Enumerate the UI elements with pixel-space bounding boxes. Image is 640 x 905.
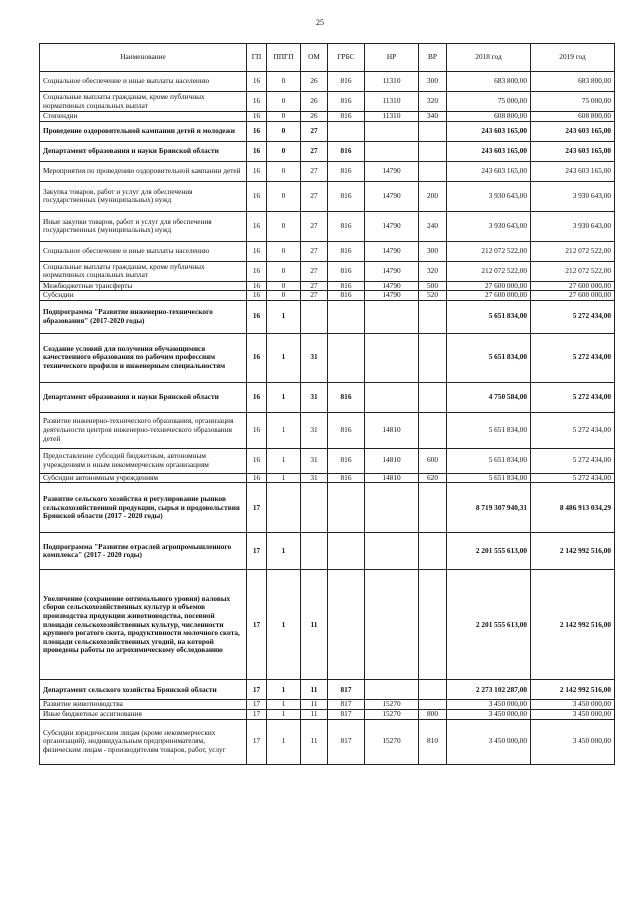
- cell-vr: 320: [419, 92, 447, 112]
- cell-vr: [419, 300, 447, 333]
- table-row: [40, 181, 615, 211]
- cell-nr: 14810: [365, 448, 419, 473]
- cell-y2019: 3 930 643,00: [531, 211, 615, 241]
- cell-om: [301, 300, 328, 333]
- cell-nr: 11310: [365, 72, 419, 92]
- cell-nr: [365, 121, 419, 141]
- cell-name: Стипендии: [40, 112, 247, 122]
- cell-vr: [419, 141, 447, 161]
- cell-vr: 500: [419, 281, 447, 291]
- cell-ppgp: 1: [267, 300, 301, 333]
- cell-om: 31: [301, 448, 328, 473]
- cell-nr: 14790: [365, 261, 419, 281]
- cell-ppgp: 0: [267, 121, 301, 141]
- cell-ppgp: 0: [267, 281, 301, 291]
- cell-om: 27: [301, 261, 328, 281]
- cell-y2019: 5 272 434,00: [531, 300, 615, 333]
- table-row: [40, 473, 615, 483]
- cell-ppgp: [267, 483, 301, 533]
- cell-om: 27: [301, 181, 328, 211]
- cell-nr: 14790: [365, 291, 419, 301]
- cell-y2018: 4 750 584,00: [447, 382, 531, 412]
- cell-ppgp: 1: [267, 700, 301, 710]
- cell-gp: 17: [247, 533, 267, 570]
- table-body: [40, 72, 615, 765]
- cell-grbs: 816: [328, 382, 365, 412]
- cell-om: 31: [301, 382, 328, 412]
- cell-om: 26: [301, 72, 328, 92]
- cell-y2019: 5 272 434,00: [531, 412, 615, 448]
- header-ppgp: ППГП: [267, 44, 301, 72]
- cell-ppgp: 0: [267, 161, 301, 181]
- cell-grbs: 816: [328, 72, 365, 92]
- cell-name: Социальные выплаты гражданам, кроме публичных нормативных социальных выплат: [40, 92, 247, 112]
- cell-grbs: 816: [328, 112, 365, 122]
- cell-gp: 16: [247, 72, 267, 92]
- table-row: [40, 141, 615, 161]
- cell-vr: 340: [419, 112, 447, 122]
- cell-grbs: 816: [328, 281, 365, 291]
- cell-y2018: 2 201 555 613,00: [447, 533, 531, 570]
- cell-name: Социальные выплаты гражданам, кроме публичных нормативных социальных выплат: [40, 261, 247, 281]
- cell-name: Иные закупки товаров, работ и услуг для обеспечения государственных (муниципальных) нужд: [40, 211, 247, 241]
- table-row: [40, 533, 615, 570]
- cell-om: 31: [301, 412, 328, 448]
- cell-grbs: 816: [328, 181, 365, 211]
- cell-nr: [365, 300, 419, 333]
- cell-ppgp: 0: [267, 261, 301, 281]
- table-row: [40, 412, 615, 448]
- cell-y2018: 212 072 522,00: [447, 261, 531, 281]
- cell-y2018: 243 603 165,00: [447, 141, 531, 161]
- header-row: [40, 44, 615, 72]
- cell-y2018: 5 651 834,00: [447, 448, 531, 473]
- cell-y2019: 243 603 165,00: [531, 141, 615, 161]
- table-row: [40, 483, 615, 533]
- cell-vr: [419, 161, 447, 181]
- header-2019: 2019 год: [531, 44, 615, 72]
- cell-nr: [365, 483, 419, 533]
- cell-vr: 240: [419, 211, 447, 241]
- cell-y2018: 5 651 834,00: [447, 412, 531, 448]
- cell-ppgp: 0: [267, 181, 301, 211]
- table-row: [40, 300, 615, 333]
- cell-name: Межбюджетные трансферты: [40, 281, 247, 291]
- table-row: [40, 719, 615, 764]
- cell-grbs: [328, 333, 365, 382]
- cell-name: Развитие инженерно-технического образования, организация деятельности центров инженерно-технического образования детей: [40, 412, 247, 448]
- cell-om: 26: [301, 112, 328, 122]
- cell-nr: 14790: [365, 281, 419, 291]
- cell-y2018: 5 651 834,00: [447, 300, 531, 333]
- header-gp: ГП: [247, 44, 267, 72]
- cell-vr: [419, 382, 447, 412]
- cell-gp: 16: [247, 281, 267, 291]
- cell-ppgp: 0: [267, 291, 301, 301]
- cell-om: 27: [301, 161, 328, 181]
- cell-nr: [365, 382, 419, 412]
- cell-name: Проведение оздоровительной кампании детей и молодежи: [40, 121, 247, 141]
- cell-grbs: [328, 533, 365, 570]
- cell-nr: [365, 680, 419, 700]
- cell-ppgp: 1: [267, 333, 301, 382]
- cell-gp: 16: [247, 291, 267, 301]
- cell-vr: 320: [419, 261, 447, 281]
- cell-om: 27: [301, 291, 328, 301]
- cell-y2019: 3 450 000,00: [531, 700, 615, 710]
- cell-vr: [419, 333, 447, 382]
- cell-ppgp: 0: [267, 92, 301, 112]
- cell-ppgp: 0: [267, 72, 301, 92]
- cell-gp: 16: [247, 112, 267, 122]
- cell-y2018: 27 600 000,00: [447, 291, 531, 301]
- cell-ppgp: 1: [267, 533, 301, 570]
- header-om: ОМ: [301, 44, 328, 72]
- cell-y2018: 3 930 643,00: [447, 181, 531, 211]
- cell-vr: 300: [419, 72, 447, 92]
- cell-grbs: 816: [328, 241, 365, 261]
- cell-y2018: 8 719 307 940,31: [447, 483, 531, 533]
- cell-name: Иные бюджетные ассигнования: [40, 709, 247, 719]
- cell-gp: 16: [247, 333, 267, 382]
- cell-y2019: 683 800,00: [531, 72, 615, 92]
- cell-y2018: 3 930 643,00: [447, 211, 531, 241]
- cell-om: 31: [301, 473, 328, 483]
- cell-gp: 17: [247, 700, 267, 710]
- cell-grbs: 816: [328, 291, 365, 301]
- cell-vr: [419, 412, 447, 448]
- cell-nr: [365, 570, 419, 680]
- cell-nr: 14790: [365, 241, 419, 261]
- cell-y2018: 75 000,00: [447, 92, 531, 112]
- cell-y2019: 212 072 522,00: [531, 241, 615, 261]
- cell-vr: 810: [419, 719, 447, 764]
- cell-y2018: 2 273 102 287,00: [447, 680, 531, 700]
- cell-vr: [419, 533, 447, 570]
- cell-y2019: 8 486 913 034,29: [531, 483, 615, 533]
- cell-y2019: 27 600 000,00: [531, 281, 615, 291]
- cell-om: 11: [301, 719, 328, 764]
- cell-vr: [419, 121, 447, 141]
- cell-om: 27: [301, 241, 328, 261]
- cell-y2018: 3 450 000,00: [447, 719, 531, 764]
- cell-nr: [365, 333, 419, 382]
- cell-vr: [419, 680, 447, 700]
- cell-y2018: 5 651 834,00: [447, 473, 531, 483]
- cell-gp: 17: [247, 680, 267, 700]
- cell-ppgp: 0: [267, 211, 301, 241]
- cell-om: 27: [301, 141, 328, 161]
- cell-y2018: 5 651 834,00: [447, 333, 531, 382]
- cell-vr: 800: [419, 709, 447, 719]
- cell-om: [301, 483, 328, 533]
- cell-nr: 14790: [365, 211, 419, 241]
- cell-vr: [419, 483, 447, 533]
- cell-y2018: 683 800,00: [447, 72, 531, 92]
- cell-ppgp: 1: [267, 382, 301, 412]
- cell-y2019: 608 800,00: [531, 112, 615, 122]
- cell-grbs: 817: [328, 709, 365, 719]
- cell-om: 31: [301, 333, 328, 382]
- cell-gp: 16: [247, 141, 267, 161]
- cell-nr: [365, 141, 419, 161]
- cell-grbs: 816: [328, 412, 365, 448]
- cell-ppgp: 1: [267, 448, 301, 473]
- cell-name: Развитие животноводства: [40, 700, 247, 710]
- cell-grbs: 817: [328, 680, 365, 700]
- table-row: [40, 680, 615, 700]
- cell-ppgp: 0: [267, 141, 301, 161]
- cell-nr: 14790: [365, 181, 419, 211]
- table-row: [40, 121, 615, 141]
- cell-y2018: 2 201 555 613,00: [447, 570, 531, 680]
- cell-name: Мероприятия по проведению оздоровительной кампании детей: [40, 161, 247, 181]
- cell-vr: 620: [419, 473, 447, 483]
- cell-name: Социальное обеспечение и иные выплаты населению: [40, 72, 247, 92]
- table-row: [40, 709, 615, 719]
- cell-name: Закупка товаров, работ и услуг для обеспечения государственных (муниципальных) нужд: [40, 181, 247, 211]
- cell-gp: 16: [247, 121, 267, 141]
- cell-gp: 16: [247, 181, 267, 211]
- cell-y2019: 5 272 434,00: [531, 382, 615, 412]
- cell-om: 27: [301, 281, 328, 291]
- cell-gp: 16: [247, 412, 267, 448]
- table-row: [40, 333, 615, 382]
- cell-ppgp: 1: [267, 412, 301, 448]
- cell-nr: 15270: [365, 709, 419, 719]
- cell-y2019: 212 072 522,00: [531, 261, 615, 281]
- cell-nr: 15270: [365, 700, 419, 710]
- table-row: [40, 382, 615, 412]
- cell-y2019: 2 142 992 516,00: [531, 533, 615, 570]
- cell-name: Подпрограмма "Развитие инженерно-технического образования" (2017-2020 годы): [40, 300, 247, 333]
- cell-gp: 17: [247, 719, 267, 764]
- page-number: 25: [316, 18, 324, 27]
- cell-name: Департамент образования и науки Брянской области: [40, 141, 247, 161]
- cell-name: Субсидии: [40, 291, 247, 301]
- cell-ppgp: 1: [267, 709, 301, 719]
- cell-grbs: 817: [328, 719, 365, 764]
- cell-ppgp: 0: [267, 241, 301, 261]
- cell-nr: 15270: [365, 719, 419, 764]
- cell-grbs: [328, 570, 365, 680]
- cell-name: Субсидии автономным учреждениям: [40, 473, 247, 483]
- cell-y2018: 608 800,00: [447, 112, 531, 122]
- cell-gp: 16: [247, 211, 267, 241]
- cell-om: 27: [301, 211, 328, 241]
- cell-name: Департамент образования и науки Брянской области: [40, 382, 247, 412]
- cell-y2019: 243 603 165,00: [531, 121, 615, 141]
- cell-name: Создание условий для получения обучающимися качественного образования по рабочим профессиям технического профиля и инженерным специальностям: [40, 333, 247, 382]
- cell-ppgp: 1: [267, 680, 301, 700]
- cell-gp: 16: [247, 161, 267, 181]
- table-row: [40, 281, 615, 291]
- cell-grbs: 816: [328, 161, 365, 181]
- budget-table: [39, 43, 615, 765]
- cell-ppgp: 1: [267, 719, 301, 764]
- cell-om: [301, 533, 328, 570]
- cell-grbs: 816: [328, 211, 365, 241]
- cell-y2019: 75 000,00: [531, 92, 615, 112]
- cell-vr: [419, 570, 447, 680]
- cell-vr: 200: [419, 181, 447, 211]
- cell-ppgp: 1: [267, 570, 301, 680]
- cell-grbs: [328, 483, 365, 533]
- cell-gp: 17: [247, 483, 267, 533]
- cell-name: Увеличение (сохранение оптимального уровня) валовых сборов сельскохозяйственных культур и объемов производства продукции животноводства, посевной площади сельскохозяйственных культур, численности крупного рогатого скота, продуктивности молочного скота, площади сельскохозяйственных угодий, на которой проведены работы по агрохимическому обследованию: [40, 570, 247, 680]
- cell-y2018: 3 450 000,00: [447, 709, 531, 719]
- cell-grbs: 817: [328, 700, 365, 710]
- header-name: Наименование: [40, 44, 247, 72]
- cell-gp: 16: [247, 241, 267, 261]
- cell-vr: 520: [419, 291, 447, 301]
- cell-y2019: 3 930 643,00: [531, 181, 615, 211]
- cell-om: 11: [301, 680, 328, 700]
- cell-vr: 300: [419, 241, 447, 261]
- cell-name: Подпрограмма "Развитие отраслей агропромышленного комплекса" (2017 - 2020 годы): [40, 533, 247, 570]
- table-row: [40, 72, 615, 92]
- cell-name: Развитие сельского хозяйства и регулирование рынков сельскохозяйственной продукции, сырья и продовольствия Брянской области (2017 - 2020 годы): [40, 483, 247, 533]
- cell-om: 11: [301, 700, 328, 710]
- header-2018: 2018 год: [447, 44, 531, 72]
- cell-y2019: 3 450 000,00: [531, 719, 615, 764]
- cell-nr: 14810: [365, 412, 419, 448]
- cell-grbs: 816: [328, 92, 365, 112]
- table-row: [40, 291, 615, 301]
- table-row: [40, 448, 615, 473]
- cell-grbs: [328, 300, 365, 333]
- cell-gp: 16: [247, 473, 267, 483]
- cell-grbs: 816: [328, 261, 365, 281]
- cell-y2018: 212 072 522,00: [447, 241, 531, 261]
- cell-nr: 14790: [365, 161, 419, 181]
- cell-gp: 16: [247, 92, 267, 112]
- cell-gp: 17: [247, 570, 267, 680]
- header-nr: НР: [365, 44, 419, 72]
- cell-om: 27: [301, 121, 328, 141]
- cell-y2019: 5 272 434,00: [531, 448, 615, 473]
- cell-om: 11: [301, 570, 328, 680]
- cell-nr: [365, 533, 419, 570]
- cell-gp: 16: [247, 300, 267, 333]
- cell-name: Департамент сельского хозяйства Брянской области: [40, 680, 247, 700]
- cell-y2019: 243 603 165,00: [531, 161, 615, 181]
- table-row: [40, 211, 615, 241]
- cell-grbs: 816: [328, 473, 365, 483]
- cell-y2019: 3 450 000,00: [531, 709, 615, 719]
- table-row: [40, 92, 615, 112]
- cell-grbs: 816: [328, 448, 365, 473]
- table-row: [40, 161, 615, 181]
- cell-y2019: 2 142 992 516,00: [531, 680, 615, 700]
- table-row: [40, 261, 615, 281]
- table-row: [40, 241, 615, 261]
- cell-y2019: 27 600 000,00: [531, 291, 615, 301]
- cell-y2019: 2 142 992 516,00: [531, 570, 615, 680]
- cell-gp: 16: [247, 382, 267, 412]
- cell-nr: 11310: [365, 112, 419, 122]
- header-grbs: ГРБС: [328, 44, 365, 72]
- cell-y2019: 5 272 434,00: [531, 333, 615, 382]
- cell-ppgp: 1: [267, 473, 301, 483]
- cell-gp: 16: [247, 261, 267, 281]
- cell-nr: 11310: [365, 92, 419, 112]
- cell-gp: 17: [247, 709, 267, 719]
- cell-gp: 16: [247, 448, 267, 473]
- cell-name: Социальное обеспечение и иные выплаты населению: [40, 241, 247, 261]
- cell-om: 26: [301, 92, 328, 112]
- cell-grbs: [328, 121, 365, 141]
- cell-y2018: 243 603 165,00: [447, 161, 531, 181]
- table-row: [40, 570, 615, 680]
- cell-om: 11: [301, 709, 328, 719]
- cell-nr: 14810: [365, 473, 419, 483]
- cell-y2019: 5 272 434,00: [531, 473, 615, 483]
- cell-y2018: 27 600 000,00: [447, 281, 531, 291]
- table-row: [40, 112, 615, 122]
- cell-ppgp: 0: [267, 112, 301, 122]
- cell-y2018: 243 603 165,00: [447, 121, 531, 141]
- cell-vr: 600: [419, 448, 447, 473]
- cell-y2018: 3 450 000,00: [447, 700, 531, 710]
- cell-grbs: 816: [328, 141, 365, 161]
- header-vr: ВР: [419, 44, 447, 72]
- cell-name: Субсидии юридическим лицам (кроме некоммерческих организаций), индивидуальным предпринимателям, физическим лицам - производителям товаров, работ, услуг: [40, 719, 247, 764]
- cell-name: Предоставление субсидий бюджетным, автономным учреждениям и иным некоммерческим организациям: [40, 448, 247, 473]
